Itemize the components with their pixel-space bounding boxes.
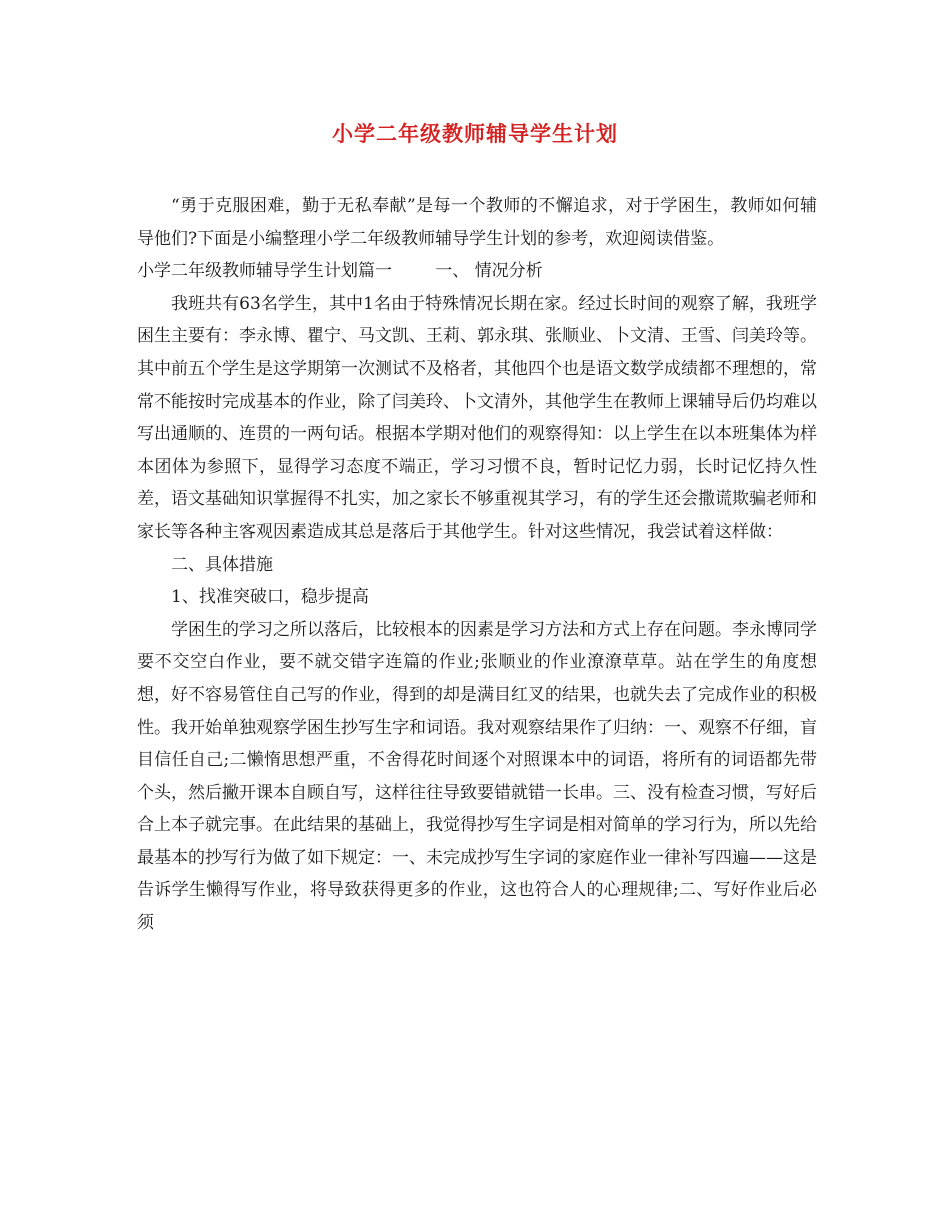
section-heading-analysis: 一、 情况分析 (435, 261, 543, 282)
subsection-heading-1: 1、找准突破口，稳步提高 (171, 587, 369, 608)
document-title: 小学二年级教师辅导学生计划 (332, 121, 618, 146)
intro-paragraph: “勇于克服困难，勤于无私奉献”是每一个教师的不懈追求，对于学困生，教师如何辅导他们?下面是小编整理小学二年级教师辅导学生计划的参考，欢迎阅读借鉴。 (137, 196, 817, 249)
part-heading-line (137, 255, 817, 288)
measures-paragraph: 学困生的学习之所以落后，比较根本的因素是学习方法和方式上存在问题。李永博同学要不交空白作业，要不就交错字连篇的作业;张顺业的作业潦潦草草。站在学生的角度想想，好不容易管住自己写的作业，得到的却是满目红叉的结果，也就失去了完成作业的积极性。我开始单独观察学困生抄写生字和词语。我对观察结果作了归纳：一、观察不仔细，盲目信任自己;二懒惰思想严重，不舍得花时间逐个对照课本中的词语，将所有的词语都先带个头，然后撇开课本自顾自写，这样往往导致要错就错一长串。三、没有检查习惯，写好后合上本子就完事。在此结果的基础上，我觉得抄写生字词是相对简单的学习行为，所以先给最基本的抄写行为做了如下规定：一、未完成抄写生字词的家庭作业一律补写四遍——这是告诉学生懒得写作业，将导致获得更多的作业，这也符合人的心理规律;二、写好作业后必须 (137, 619, 817, 934)
section-heading-measures: 二、具体措施 (171, 554, 273, 575)
analysis-paragraph: 我班共有63名学生，其中1名由于特殊情况长期在家。经过长时间的观察了解，我班学困生主要有：李永博、瞿宁、马文凯、王莉、郭永琪、张顺业、卜文清、王雪、闫美玲等。其中前五个学生是这学期第一次测试不及格者，其他四个也是语文数学成绩都不理想的，常常不能按时完成基本的作业，除了闫美玲、卜文清外，其他学生在教师上课辅导后仍均难以写出通顺的、连贯的一两句话。根据本学期对他们的观察得知：以上学生在以本班集体为样本团体为参照下，显得学习态度不端正，学习习惯不良，暂时记忆力弱，长时记忆持久性差，语文基础知识掌握得不扎实，加之家长不够重视其学习，有的学生还会撒谎欺骗老师和家长等各种主客观因素造成其总是落后于其他学生。针对这些情况，我尝试着这样做： (137, 293, 817, 542)
document-body (137, 190, 817, 940)
part-heading: 小学二年级教师辅导学生计划篇一 (137, 261, 392, 282)
